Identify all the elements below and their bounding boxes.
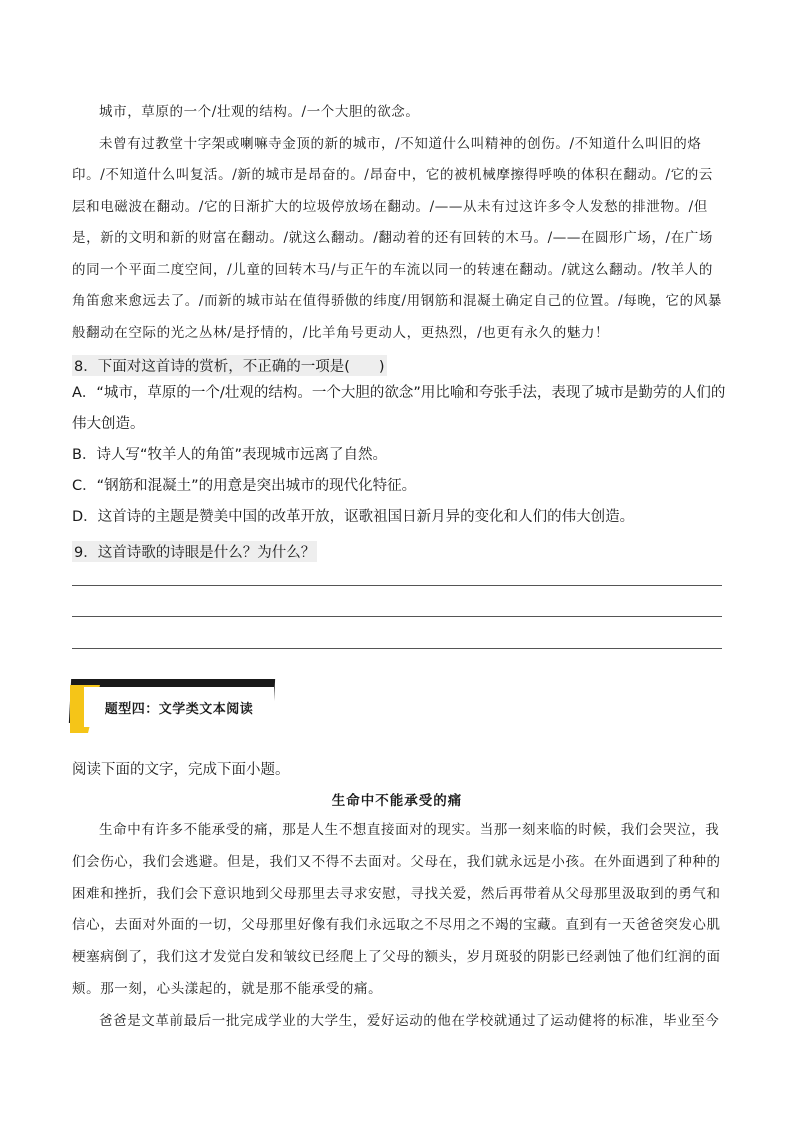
option-d: D．这首诗的主题是赞美中国的改革开放，讴歌祖国日新月异的变化和人们的伟大创造。 <box>72 509 635 525</box>
question-9-stem: 9．这首诗歌的诗眼是什么？为什么？ <box>72 541 317 562</box>
answer-line[interactable] <box>72 648 722 649</box>
article-paragraph-1: 生命中有许多不能承受的痛，那是人生不想直接面对的现实。当那一刻来临的时候，我们会哭泣，我们会伤心，我们会逃避。但是，我们又不得不去面对。父母在，我们就永远是小孩。在外面遇到了种种的困难和挫折，我们会下意识地到父母那里去寻求安慰，寻找关爱，然后再带着从父母那里汲取到的勇气和信心，去面对外面的一切，父母那里好像有我们永远取之不尽用之不竭的宝藏。直到有一天爸爸突发心肌梗塞病倒了，我们这才发觉白发和皱纹已经爬上了父母的额头，岁月斑驳的阴影已经剥蚀了他们红润的面颊。那一刻，心头漾起的，就是那不能承受的痛。 <box>72 822 721 997</box>
option-a: A．“城市，草原的一个/壮观的结构。一个大胆的欲念”用比喻和夸张手法，表现了城市是勤劳的人们的伟大创造。 <box>72 385 726 432</box>
answer-line[interactable] <box>72 585 722 586</box>
reading-instruction: 阅读下面的文字，完成下面小题。 <box>72 762 290 778</box>
question-8 <box>72 355 732 376</box>
article-text <box>72 815 722 1038</box>
question-8-stem: 8．下面对这首诗的赏析，不正确的一项是( ) <box>72 355 387 376</box>
section-banner <box>70 679 276 731</box>
poem-text <box>72 97 722 349</box>
article-title: 生命中不能承受的痛 <box>331 793 463 809</box>
banner-box <box>84 687 274 727</box>
question-9 <box>72 541 732 562</box>
poem-paragraph-2: 未曾有过教堂十字架或喇嘛寺金顶的新的城市，/不知道什么叫精神的创伤。/不知道什么叫旧的烙印。/不知道什么叫复活。/新的城市是昂奋的。/昂奋中，它的被机械摩擦得呼唤的体积在翻动。/它的云层和电磁波在翻动。/它的日渐扩大的垃圾停放场在翻动。/——从未有过这许多令人发愁的排泄物。/但是，新的文明和新的财富在翻动。/就这么翻动。/翻动着的还有回转的木马。/——在圆形广场，/在广场的同一个平面二度空间，/儿童的回转木马/与正午的车流以同一的转速在翻动。/就这么翻动。/牧羊人的角笛愈来愈远去了。/而新的城市站在值得骄傲的纬度/用钢筋和混凝土确定自己的位置。/每晚，它的风暴般翻动在空际的光之丛林/是抒情的，/比羊角号更动人，更热烈，/也更有永久的魅力！ <box>72 135 722 341</box>
option-c: C．“钢筋和混凝土”的用意是突出城市的现代化特征。 <box>72 478 417 494</box>
answer-line[interactable] <box>72 616 722 617</box>
question-8-options <box>72 378 732 533</box>
poem-line-1: 城市，草原的一个/壮观的结构。/一个大胆的欲念。 <box>99 104 420 120</box>
section-title: 题型四：文学类文本阅读 <box>104 701 254 717</box>
option-b: B．诗人写“牧羊人的角笛”表现城市远离了自然。 <box>72 447 387 463</box>
article-paragraph-2: 爸爸是文革前最后一批完成学业的大学生，爱好运动的他在学校就通过了运动健将的标准，毕业至今 <box>99 1012 720 1029</box>
